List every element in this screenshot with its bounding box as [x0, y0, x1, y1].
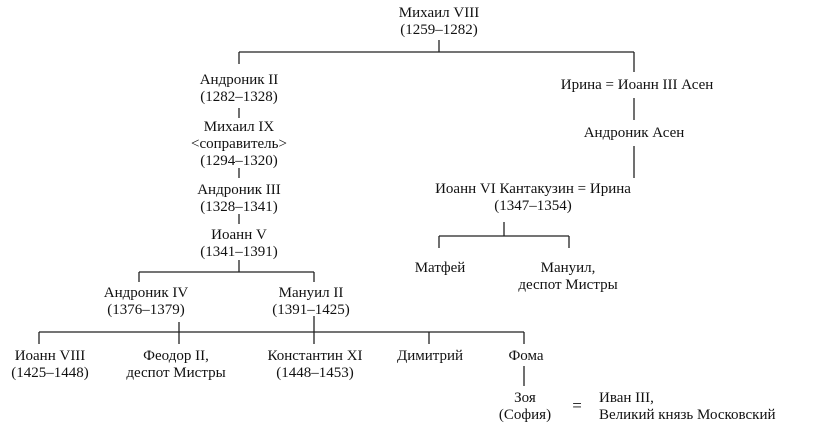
person-name: Андроник II: [199, 72, 279, 88]
person-name: Ирина = Иоанн III Асен: [560, 77, 714, 93]
person-andronikos-iii: [197, 182, 281, 216]
person-title: деспот Мистры: [518, 277, 618, 293]
person-name: Иоанн VI Кантакузин = Ирина: [435, 181, 631, 197]
person-name: Михаил IX: [203, 119, 275, 135]
person-alias: (София): [498, 407, 552, 423]
person-andronikos-iv: [104, 285, 188, 319]
person-name: Константин XI: [267, 348, 363, 364]
reign-years: (1376–1379): [107, 302, 185, 318]
marriage-sign: =: [572, 396, 582, 415]
person-mikhail-viii: [399, 5, 479, 39]
person-name: Мануил II: [278, 285, 344, 301]
person-name: Мануил,: [540, 260, 596, 276]
reign-years: (1294–1320): [200, 153, 278, 169]
person-name: Иоанн VIII: [14, 348, 86, 364]
reign-years: (1391–1425): [272, 302, 350, 318]
person-name: Димитрий: [396, 348, 464, 364]
person-manuil-ii: [272, 285, 350, 319]
person-ioann-v: [200, 227, 278, 261]
person-name: Феодор II,: [143, 348, 209, 364]
person-matfei: [415, 260, 466, 277]
reign-years: (1259–1282): [400, 22, 478, 38]
person-mikhail-ix: [191, 119, 287, 170]
person-note: <соправитель>: [191, 136, 287, 152]
person-title: Великий князь Московский: [599, 407, 776, 423]
person-name: Андроник IV: [103, 285, 189, 301]
person-title: деспот Мистры: [126, 365, 226, 381]
person-dimitri: [397, 348, 463, 365]
person-foma: [508, 348, 543, 365]
person-feodor-ii: [126, 348, 225, 382]
reign-years: (1341–1391): [200, 244, 278, 260]
reign-years: (1328–1341): [200, 199, 278, 215]
person-name: Зоя: [514, 390, 536, 406]
person-name: Матфей: [414, 260, 466, 276]
person-ioann-viii: [11, 348, 89, 382]
person-ioann-vi-kantakouzenos: [435, 181, 631, 215]
reign-years: (1425–1448): [11, 365, 89, 381]
person-ivan-iii: [599, 390, 776, 424]
person-andronikos-ii: [200, 72, 279, 106]
person-manuil-despot-mistry: [518, 260, 617, 294]
person-name: Фома: [508, 348, 544, 364]
reign-years: (1282–1328): [200, 89, 278, 105]
reign-years: (1448–1453): [276, 365, 354, 381]
person-name: Андроник III: [197, 182, 281, 198]
person-name: Иван III,: [599, 390, 654, 406]
person-irina-ioann-iii-asen: [561, 77, 714, 94]
person-name: Михаил VIII: [398, 5, 480, 21]
person-andronik-asen: [584, 125, 685, 142]
person-name: Андроник Асен: [583, 125, 685, 141]
person-konstantin-xi: [267, 348, 362, 382]
reign-years: (1347–1354): [494, 198, 572, 214]
person-name: Иоанн V: [211, 227, 267, 243]
person-zoya-sofia: [499, 390, 551, 424]
